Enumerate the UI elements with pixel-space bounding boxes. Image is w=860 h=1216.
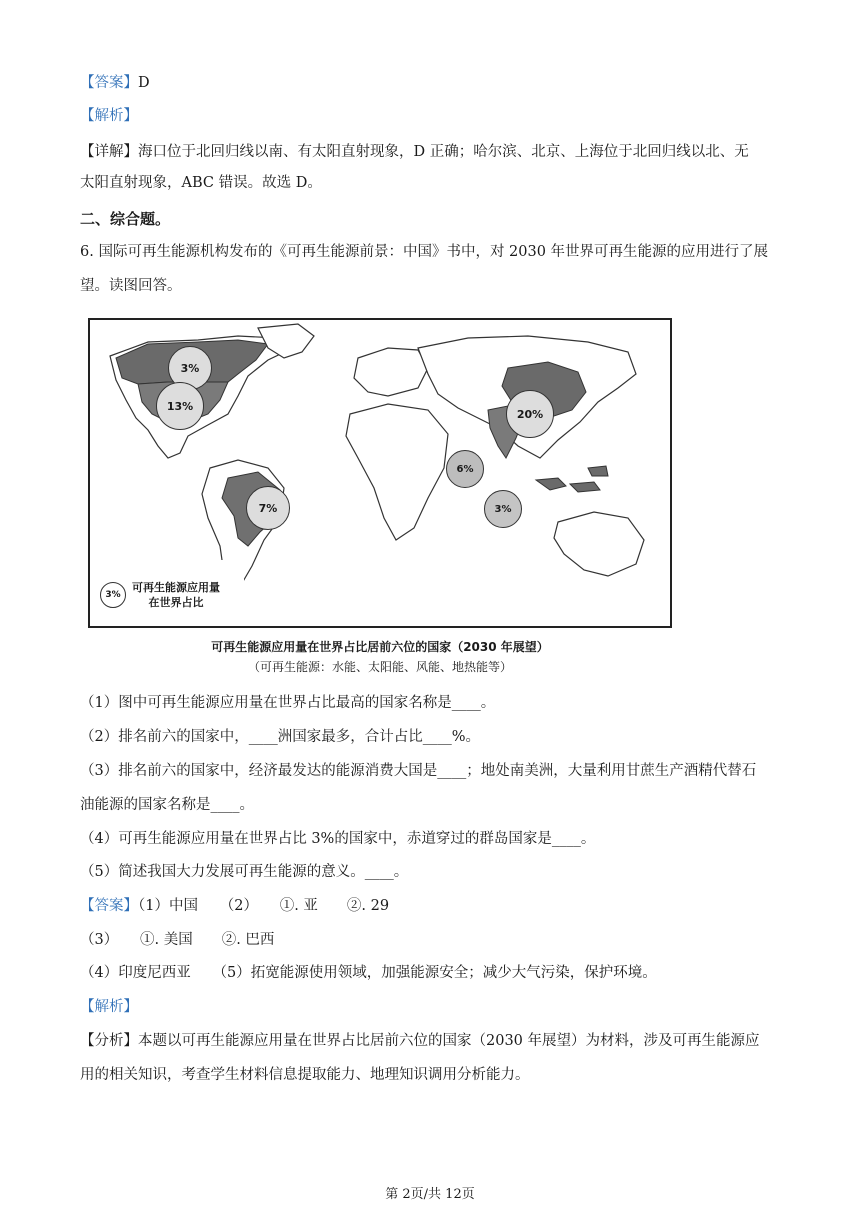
legend-value: 3%	[105, 590, 121, 600]
legend-label-line2: 在世界占比	[148, 596, 204, 609]
analysis-text-1: 本题以可再生能源应用量在世界占比居前六位的国家（2030 年展望）为材料，涉及可再生能源应	[138, 1033, 760, 1049]
q5-detail-line1	[80, 142, 749, 162]
q6-analysis-tag-line	[80, 997, 138, 1017]
q6-answer-1: （1）中国 （2） ①. 亚 ②. 29	[138, 898, 390, 914]
q6-analysis-line2: 用的相关知识，考查学生材料信息提取能力、地理知识调用分析能力。	[80, 1067, 530, 1083]
q5-answer-line	[80, 73, 150, 93]
bubble-china	[506, 390, 554, 438]
legend-symbol	[100, 582, 126, 608]
legend-label	[132, 580, 220, 610]
q6-question-1: （1）图中可再生能源应用量在世界占比最高的国家名称是____。	[80, 695, 496, 711]
analysis-sub-tag: 【分析】	[80, 1033, 138, 1049]
q5-answer: D	[138, 75, 150, 91]
q6-question-5: （5）简述我国大力发展可再生能源的意义。____。	[80, 864, 409, 880]
q6-analysis-line1	[80, 1031, 760, 1051]
q6-answer-line3: （4）印度尼西亚 （5）拓宽能源使用领域，加强能源安全；减少大气污染，保护环境。	[80, 965, 657, 981]
europe-landmass	[354, 348, 428, 396]
q5-detail-line2: 太阳直射现象，ABC 错误。故选 D。	[80, 175, 322, 191]
answer-tag: 【答案】	[80, 75, 138, 91]
q5-analysis-tag	[80, 106, 138, 126]
section-title: 二、综合题。	[80, 210, 171, 228]
q6-question-3-line1: （3）排名前六的国家中，经济最发达的能源消费大国是____；地处南美洲，大量利用甘蔗生产酒精代替石	[80, 763, 757, 779]
q6-stem-line2: 望。读图回答。	[80, 278, 182, 294]
q6-answer-line2: （3） ①. 美国 ②. 巴西	[80, 932, 275, 948]
bubble-usa-value: 13%	[166, 399, 194, 413]
bubble-india	[446, 450, 484, 488]
bubble-brazil	[246, 486, 290, 530]
map-caption-line1: 可再生能源应用量在世界占比居前六位的国家（2030 年展望）	[211, 640, 549, 654]
q6-question-4: （4）可再生能源应用量在世界占比 3%的国家中，赤道穿过的群岛国家是____。	[80, 831, 596, 847]
bubble-canada-value: 3%	[180, 361, 200, 375]
q6-answer-line1	[80, 896, 389, 916]
bubble-india-value: 6%	[456, 463, 474, 475]
q6-stem-line1: 6. 国际可再生能源机构发布的《可再生能源前景：中国》书中，对 2030 年世界可再生能源的应用进行了展	[80, 244, 769, 260]
bubble-brazil-value: 7%	[258, 501, 278, 515]
bubble-china-value: 20%	[516, 407, 544, 421]
bubble-indonesia-value: 3%	[494, 503, 512, 515]
analysis-tag: 【解析】	[80, 108, 138, 124]
detail-text-1: 海口位于北回归线以南、有太阳直射现象，D 正确；哈尔滨、北京、上海位于北回归线以北、无	[138, 144, 749, 160]
answer-tag: 【答案】	[80, 898, 138, 914]
q6-question-3-line2: 油能源的国家名称是____。	[80, 797, 254, 813]
analysis-tag: 【解析】	[80, 999, 138, 1015]
detail-tag: 【详解】	[80, 144, 138, 160]
bubble-indonesia	[484, 490, 522, 528]
bubble-usa	[156, 382, 204, 430]
map-caption-line2: （可再生能源：水能、太阳能、风能、地热能等）	[247, 660, 512, 674]
world-map-figure	[88, 318, 672, 628]
q6-question-2: （2）排名前六的国家中，____洲国家最多，合计占比____%。	[80, 729, 481, 745]
legend-label-line1: 可再生能源应用量	[132, 581, 220, 594]
page-number: 第 2页/共 12页	[385, 1187, 475, 1202]
